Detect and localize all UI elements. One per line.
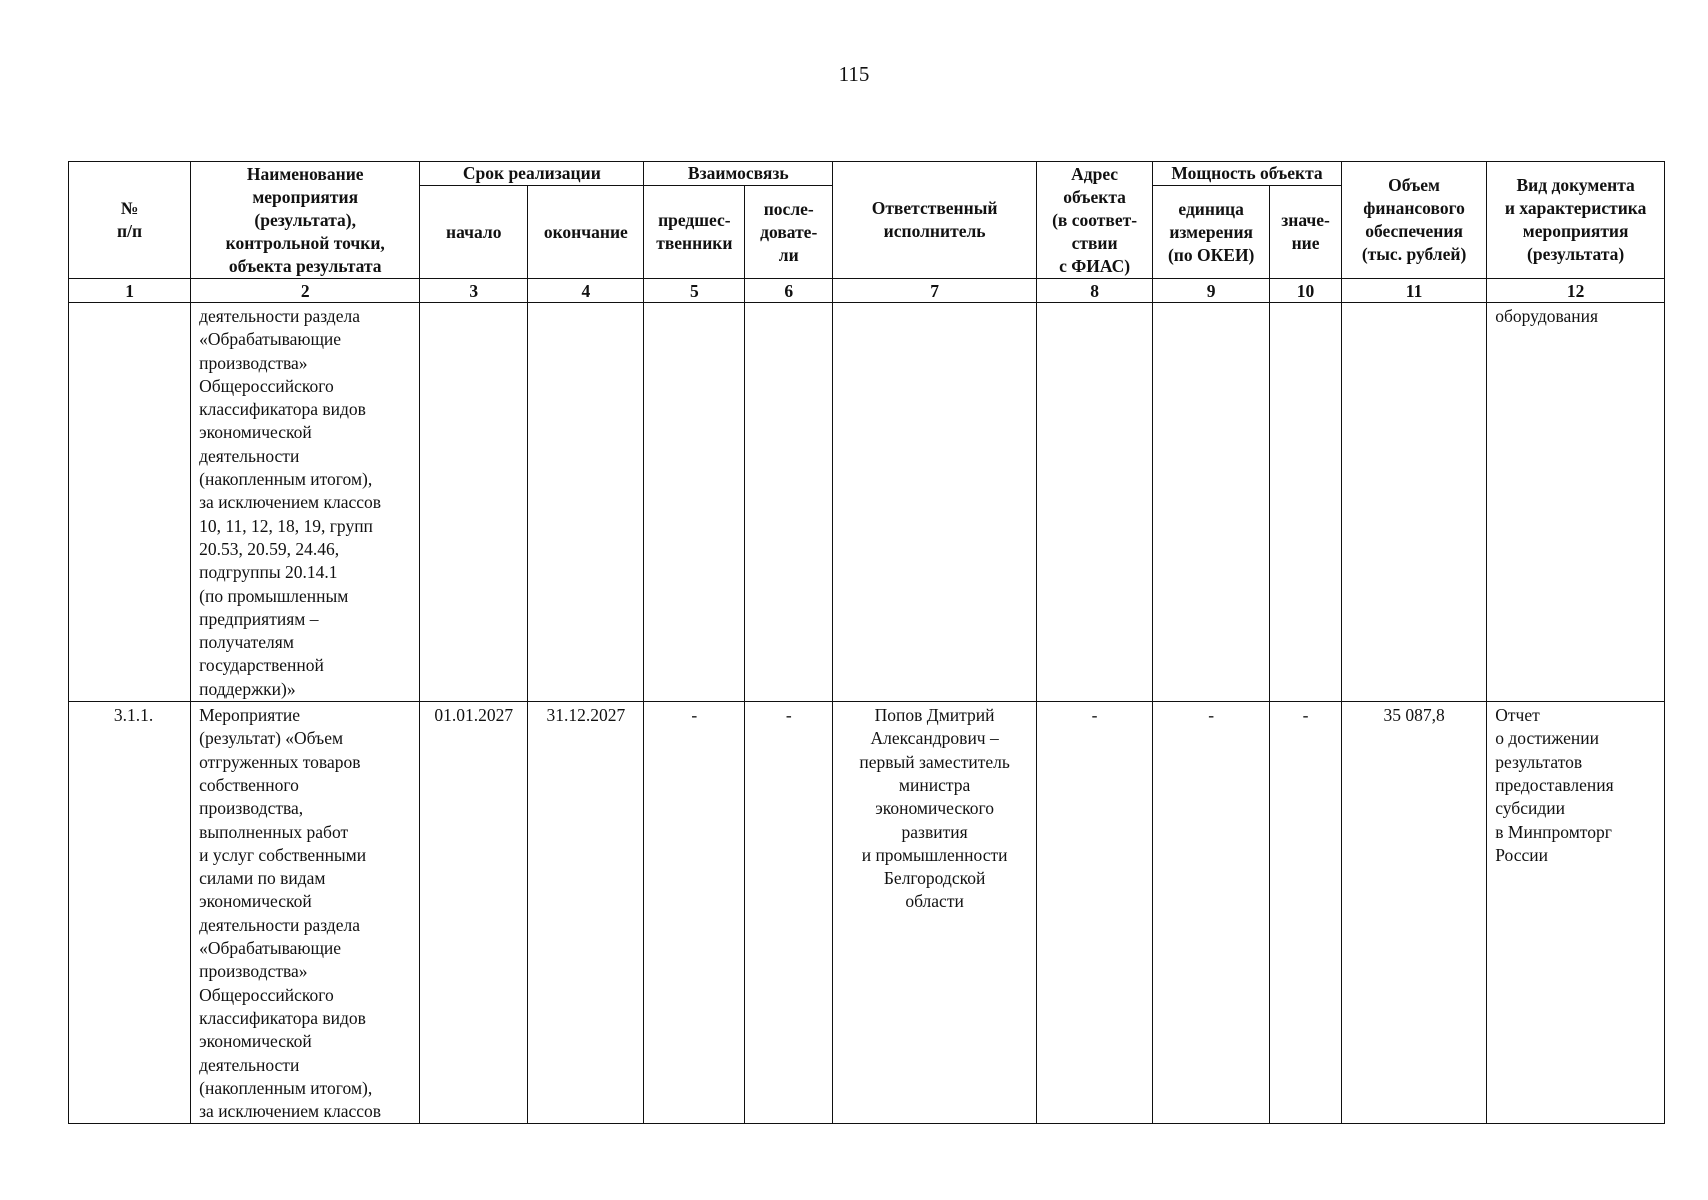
column-number: 8 — [1037, 279, 1153, 303]
header-responsible: Ответственный исполнитель — [833, 162, 1037, 279]
cell-doc-type: оборудования — [1487, 303, 1665, 702]
header-unit: единица измерения (по ОКЕИ) — [1153, 186, 1270, 279]
cell-responsible — [833, 303, 1037, 702]
column-number: 4 — [528, 279, 644, 303]
cell-value: - — [1270, 702, 1342, 1124]
header-period: Срок реализации — [420, 162, 644, 186]
header-link: Взаимосвязь — [644, 162, 833, 186]
header-doc-type: Вид документа и характеристика мероприятия (результата) — [1487, 162, 1665, 279]
column-number: 1 — [69, 279, 191, 303]
table-row — [69, 702, 1665, 1124]
header-no: № п/п — [69, 162, 191, 279]
table-row — [69, 303, 1665, 702]
cell-responsible: Попов Дмитрий Александрович – первый заместитель министра экономического развития и промышленности Белгородской области — [833, 702, 1037, 1124]
column-number: 2 — [191, 279, 420, 303]
header-end: окончание — [528, 186, 644, 279]
header-funding: Объем финансового обеспечения (тыс. рублей) — [1341, 162, 1486, 279]
cell-name: деятельности раздела «Обрабатывающие производства» Общероссийского классификатора видов экономической деятельности (накопленным итогом), за исключением классов 10, 11, 12, 18, 19, групп 20.53, 20.59, 24.46, подгруппы 20.14.1 (по промышленным предприятиям – получателям государственной поддержки)» — [191, 303, 420, 702]
header-name: Наименование мероприятия (результата), контрольной точки, объекта результата — [191, 162, 420, 279]
column-number: 7 — [833, 279, 1037, 303]
cell-unit: - — [1153, 702, 1270, 1124]
action-plan-table — [68, 161, 1665, 1124]
cell-unit — [1153, 303, 1270, 702]
column-number: 6 — [745, 279, 833, 303]
cell-doc-type: Отчет о достижении результатов предоставления субсидии в Минпромторг России — [1487, 702, 1665, 1124]
page-number: 115 — [838, 62, 870, 86]
cell-address — [1037, 303, 1153, 702]
header-predecessors: предшес- твенники — [644, 186, 745, 279]
cell-address: - — [1037, 702, 1153, 1124]
column-number: 11 — [1341, 279, 1486, 303]
cell-funding: 35 087,8 — [1341, 702, 1486, 1124]
cell-value — [1270, 303, 1342, 702]
column-number: 9 — [1153, 279, 1270, 303]
column-number: 3 — [420, 279, 528, 303]
cell-start — [420, 303, 528, 702]
cell-no — [69, 303, 191, 702]
header-start: начало — [420, 186, 528, 279]
cell-name: Мероприятие (результат) «Объем отгруженных товаров собственного производства, выполненных работ и услуг собственными силами по видам экономической деятельности раздела «Обрабатывающие производства» Общероссийского классификатора видов экономической деятельности (накопленным итогом), за исключением классов — [191, 702, 420, 1124]
cell-successors: - — [745, 702, 833, 1124]
cell-successors — [745, 303, 833, 702]
header-value: значе- ние — [1270, 186, 1342, 279]
column-number: 10 — [1270, 279, 1342, 303]
cell-predecessors: - — [644, 702, 745, 1124]
column-number: 5 — [644, 279, 745, 303]
cell-start: 01.01.2027 — [420, 702, 528, 1124]
cell-end — [528, 303, 644, 702]
cell-end: 31.12.2027 — [528, 702, 644, 1124]
cell-funding — [1341, 303, 1486, 702]
header-address: Адрес объекта (в соответ- ствии с ФИАС) — [1037, 162, 1153, 279]
column-number: 12 — [1487, 279, 1665, 303]
cell-no: 3.1.1. — [69, 702, 191, 1124]
cell-predecessors — [644, 303, 745, 702]
header-capacity: Мощность объекта — [1153, 162, 1342, 186]
header-successors: после- довате- ли — [745, 186, 833, 279]
